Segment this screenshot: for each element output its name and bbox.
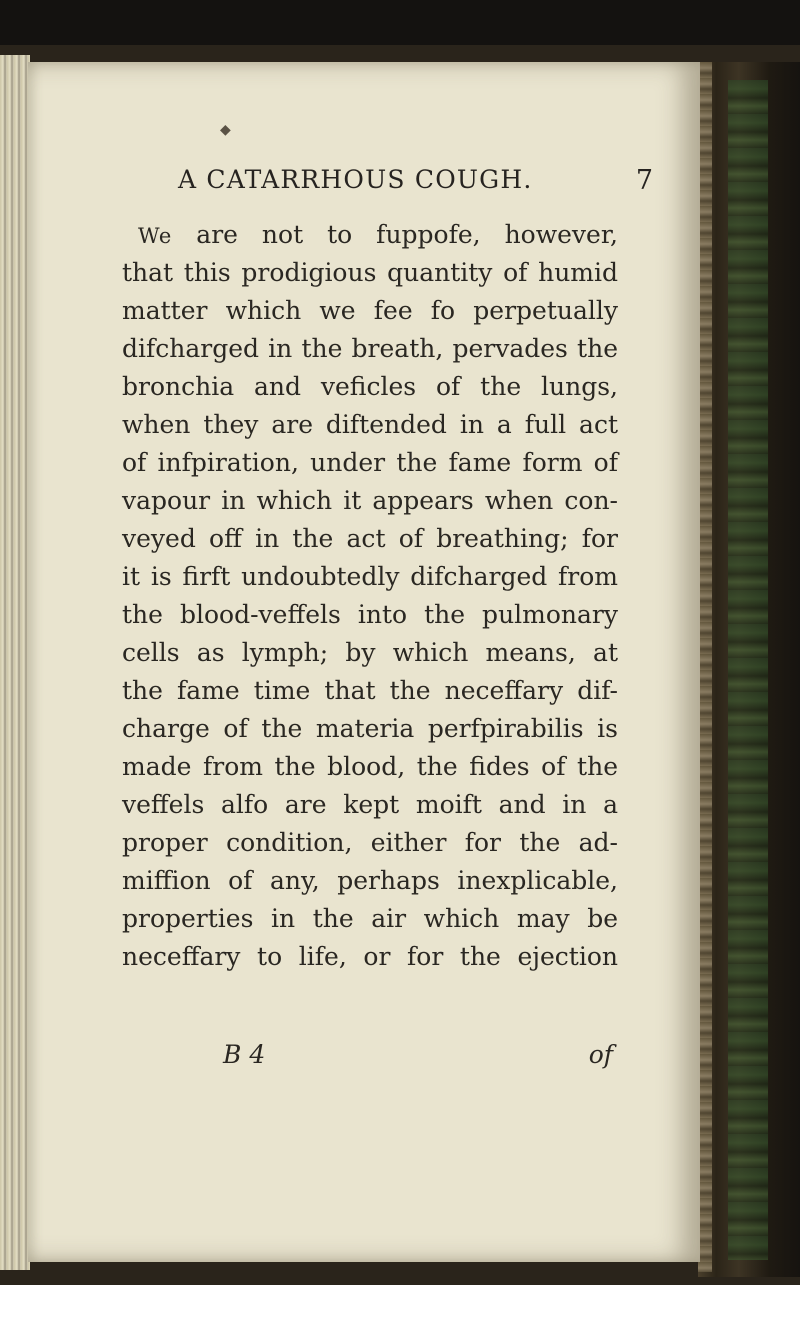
signature-mark: B 4 [223,1040,266,1069]
small-caps-opening-word: We [138,224,173,248]
text-line: the fame time that the neceffary dif- [122,676,618,705]
left-page-edges [0,55,30,1270]
text-line: proper condition, either for the ad- [122,828,618,857]
text-line: of infpiration, under the fame form of [122,448,618,477]
text-line: made from the blood, the fides of the [122,752,618,781]
page-footer [223,1040,613,1074]
text-line: miffion of any, perhaps inexplicable, [122,866,618,895]
text-line: neceffary to life, or for the ejection [122,942,618,971]
text-line: properties in the air which may be [122,904,618,933]
text-line: cells as lymph; by which means, at [122,638,618,667]
text-line: difcharged in the breath, pervades the [122,334,618,363]
page-edge-stack [698,62,712,1272]
text-line: We are not to fuppofe, however, [138,220,618,249]
text-line: bronchia and veficles of the lungs, [122,372,618,401]
text-line: veyed off in the act of breathing; for [122,524,618,553]
text-line: charge of the materia perfpirabilis is [122,714,618,743]
text-line: vapour in which it appears when con- [122,486,618,515]
text-line: veffels alfo are kept moift and in a [122,790,618,819]
text-line: matter which we fee fo perpetually [122,296,618,325]
page-header [178,165,653,197]
catchword: of [588,1040,613,1069]
text-line: when they are diftended in a full act [122,410,618,439]
text-line: that this prodigious quantity of humid [122,258,618,287]
page-number: 7 [635,165,653,196]
running-title: A CATARRHOUS COUGH. [178,165,533,194]
text-line: the blood-veffels into the pulmonary [122,600,618,629]
text-line: it is firft undoubtedly difcharged from [122,562,618,591]
ink-speck-mark: ◆ [220,122,231,138]
body-text [122,216,618,976]
spine-binding-texture [728,80,768,1260]
